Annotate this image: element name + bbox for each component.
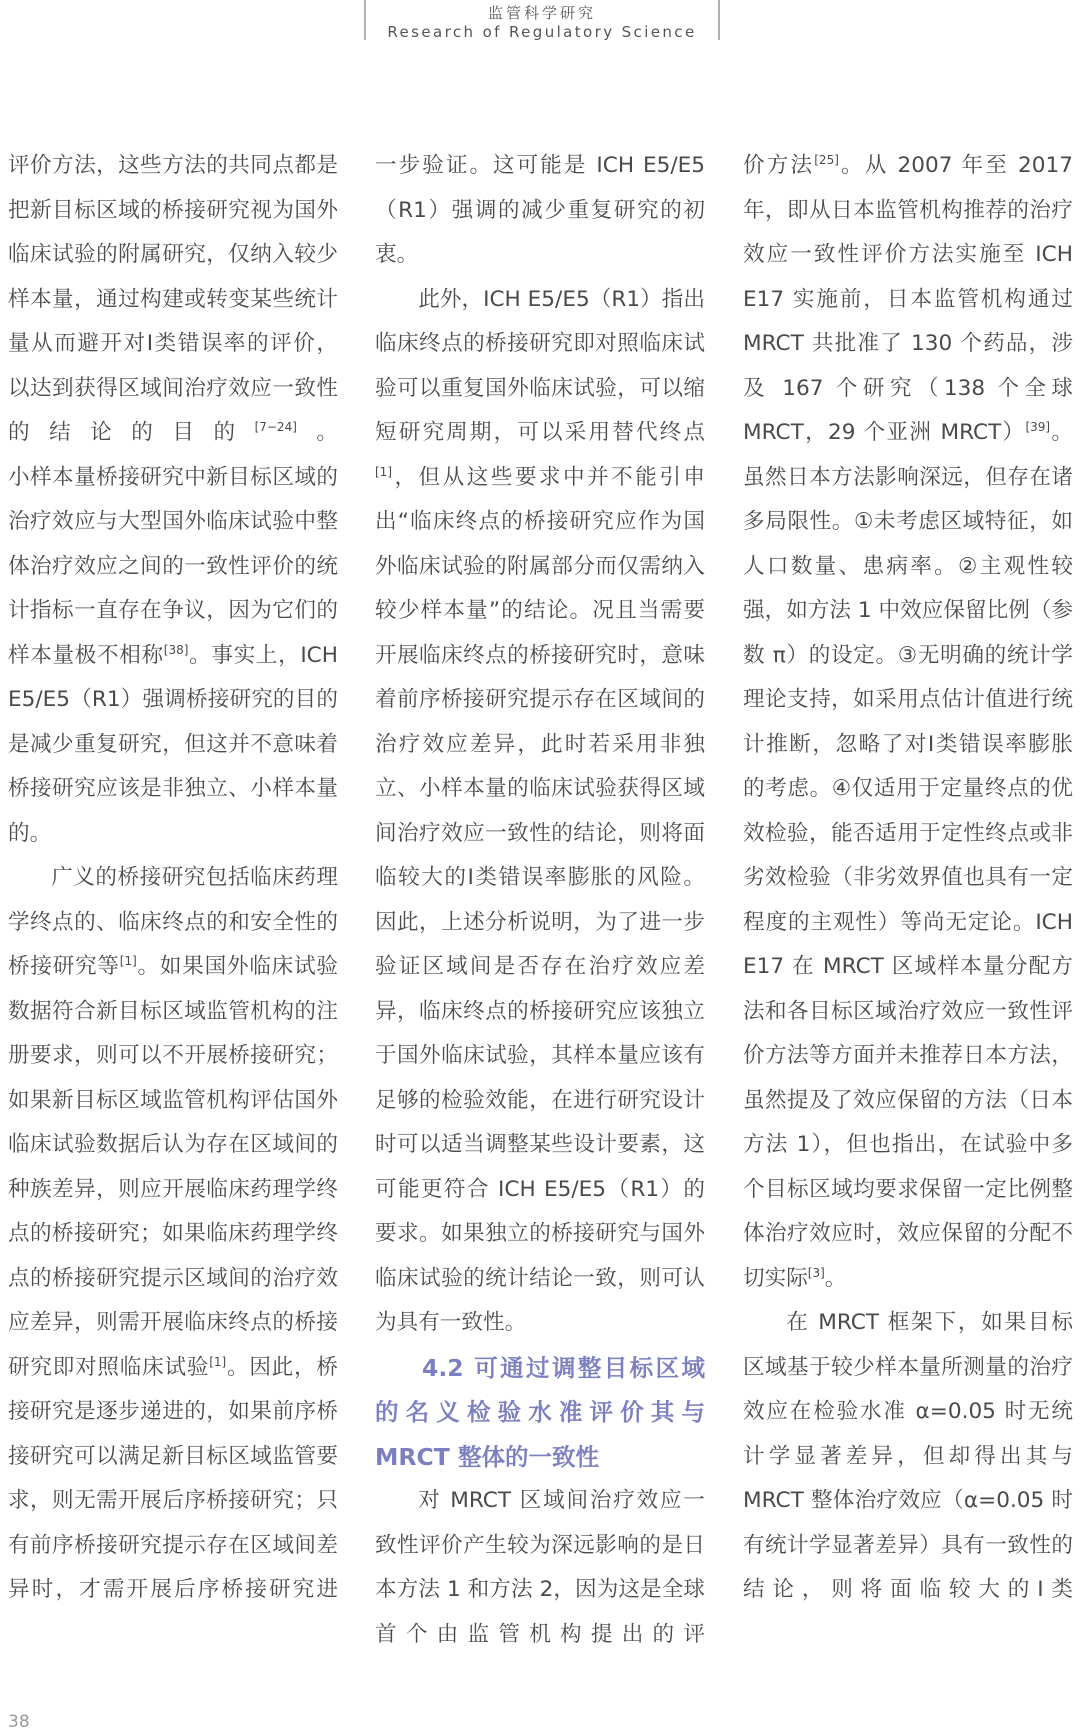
citation: [25] xyxy=(814,152,839,167)
paragraph: 一步验证。这可能是 ICH E5/E5（R1）强调的减少重复研究的初衷。 xyxy=(375,153,705,267)
paragraph: 评价方法，这些方法的共同点都是把新目标区域的桥接研究视为国外临床试验的附属研究，仅纳入较少样本量，通过构建或转变某些统计量从而避开对Ⅰ类错误率的评价，以达到获得区域间治疗效应一致性的结论的目的[7−24]。 xyxy=(8,153,338,445)
page-number: 38 xyxy=(8,1712,30,1732)
citation: [38] xyxy=(163,642,189,657)
text-column-right xyxy=(743,144,1073,1613)
citation: [7−24] xyxy=(254,419,297,434)
citation: [1] xyxy=(209,1354,227,1369)
journal-header xyxy=(364,0,720,40)
paragraph: 价方法[25]。从 2007 年至 2017 年，即从日本监管机构推荐的治疗效应一致性评价方法实施至 ICH E17 实施前，日本监管机构通过 MRCT 共批准了 130 个药品，涉及 167 个研究（138 个全球 MRCT，29 个亚洲 MRCT）[39]。虽然日本方法影响深远，但存在诸多局限性。①未考虑区域特征，如人口数量、患病率。②主观性较强，如方法 1 中效应保留比例（参数 π）的设定。③无明确的统计学理论支持，如采用点估计值进行统计推断，忽略了对Ⅰ类错误率膨胀的考虑。④仅适用于定量终点的优效检验，能否适用于定性终点或非劣效检验（非劣效界值也具有一定程度的主观性）等尚无定论。ICH E17 在 MRCT 区域样本量分配方法和各目标区域治疗效应一致性评价方法等方面并未推荐日本方法，虽然提及了效应保留的方法（日本方法 1），但也指出，在试验中多个目标区域均要求保留一定比例整体治疗效应时，效应保留的分配不切实际[3]。 xyxy=(743,152,1073,1291)
text-column-middle xyxy=(375,144,705,1657)
paragraph: 对 MRCT 区域间治疗效应一致性评价产生较为深远影响的是日本方法 1 和方法 2，因为这是全球首个由监管机构提出的评 xyxy=(375,1488,705,1647)
paragraph: 此外，ICH E5/E5（R1）指出临床终点的桥接研究即对照临床试验可以重复国外临床试验，可以缩短研究周期，可以采用替代终点[1]，但从这些要求中并不能引申出“临床终点的桥接研究应作为国外临床试验的附属部分而仅需纳入较少样本量”的结论。况且当需要开展临床终点的桥接研究时，意味着前序桥接研究提示存在区域间的治疗效应差异，此时若采用非独立、小样本量的临床试验获得区域间治疗效应一致性的结论，则将面临较大的Ⅰ类错误率膨胀的风险。因此，上述分析说明，为了进一步验证区域间是否存在治疗效应差异，临床终点的桥接研究应该独立于国外临床试验，其样本量应该有足够的检验效能，在进行研究设计时可以适当调整某些设计要素，这可能更符合 ICH E5/E5（R1）的要求。如果独立的桥接研究与国外临床试验的统计结论一致，则可认为具有一致性。 xyxy=(375,286,705,1335)
paragraph: 小样本量桥接研究中新目标区域的治疗效应与大型国外临床试验中整体治疗效应之间的一致性评价的统计指标一直存在争议，因为它们的样本量极不相称[38]。事实上，ICH E5/E5（R1）强调桥接研究的目的是减少重复研究，但这并不意味着桥接研究应该是非独立、小样本量的。 xyxy=(8,464,338,846)
paragraph: 广义的桥接研究包括临床药理学终点的、临床终点的和安全性的桥接研究等[1]。如果国外临床试验数据符合新目标区域监管机构的注册要求，则可以不开展桥接研究；如果新目标区域监管机构评估国外临床试验数据后认为存在区域间的种族差异，则应开展临床药理学终点的桥接研究；如果临床药理学终点的桥接研究提示区域间的治疗效应差异，则需开展临床终点的桥接研究即对照临床试验[1]。因此，桥接研究是逐步递进的，如果前序桥接研究可以满足新目标区域监管要求，则无需开展后序桥接研究；只有前序桥接研究提示存在区域间差异时，才需开展后序桥接研究进 xyxy=(8,865,338,1602)
citation: [1] xyxy=(119,953,137,968)
journal-title-cn: 监管科学研究 xyxy=(487,4,596,22)
journal-title-en: Research of Regulatory Science xyxy=(387,23,697,41)
paragraph: 在 MRCT 框架下，如果目标区域基于较少样本量所测量的治疗效应在检验水准 α=0.05 时无统计学显著差异，但却得出其与 MRCT 整体治疗效应（α=0.05 时有统计学显著差异）具有一致性的结论，则将面临较大的Ⅰ类 xyxy=(743,1310,1073,1602)
text-column-left xyxy=(8,144,338,1613)
citation: [1] xyxy=(375,464,392,479)
citation: [39] xyxy=(1025,419,1051,434)
citation: [3] xyxy=(807,1265,825,1280)
section-heading: 4.2 可通过调整目标区域的名义检验水准评价其与MRCT 整体的一致性 xyxy=(375,1353,705,1471)
